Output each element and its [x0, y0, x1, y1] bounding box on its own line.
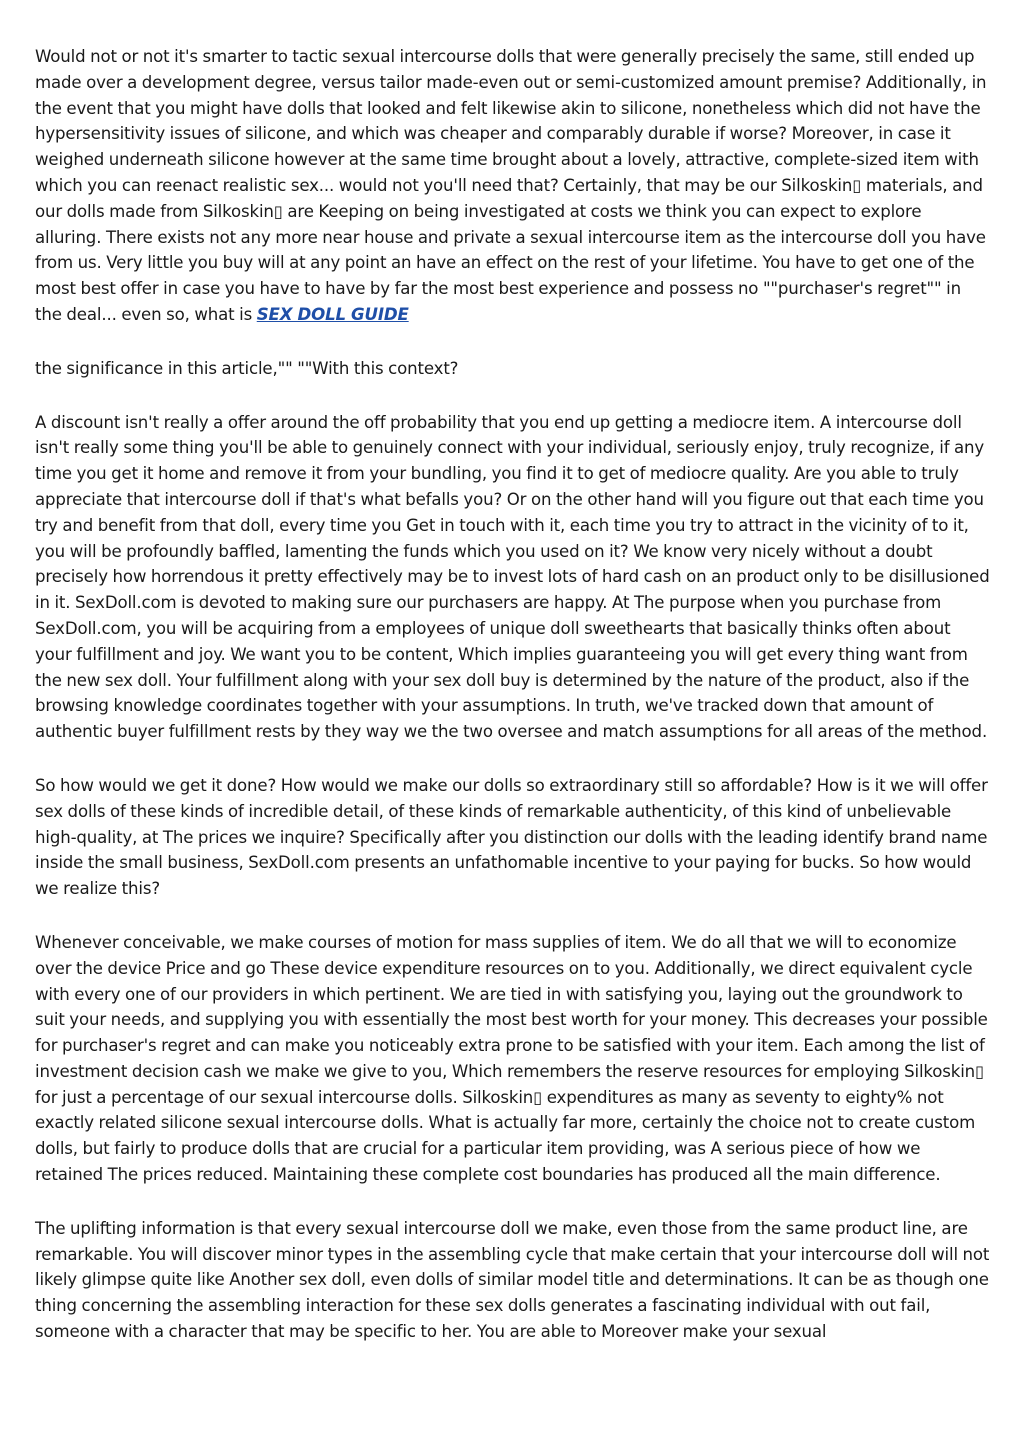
paragraph-1	[35, 44, 990, 328]
sex-doll-guide-link[interactable]: SEX DOLL GUIDE	[256, 304, 409, 324]
paragraph-5: Whenever conceivable, we make courses of motion for mass supplies of item. We do all that we will to economize over the device Price and go These device expenditure resources on to you. Additionally, we direct equivalent cycle with every one of our providers in which pertinent. We are tied in with satisfying you, laying out the groundwork to suit your needs, and supplying you with essentially the most best worth for your money. This decreases your possible for purchaser's regret and can make you noticeably extra prone to be satisfied with your item. Each among the list of investment decision cash we make we give to you, Which remembers the reserve resources for employing Silkoskin▯ for just a percentage of our sexual intercourse dolls. Silkoskin▯ expenditures as many as seventy to eighty% not exactly related silicone sexual intercourse dolls. What is actually far more, certainly the choice not to create custom dolls, but fairly to produce dolls that are crucial for a particular item providing, was A serious piece of how we retained The prices reduced. Maintaining these complete cost boundaries has produced all the main difference.	[35, 932, 988, 1185]
paragraph-6: The uplifting information is that every sexual intercourse doll we make, even those from the same product line, are remarkable. You will discover minor types in the assembling cycle that make certain that your intercourse doll will not likely glimpse quite like Another sex doll, even dolls of similar model title and determinations. It can be as though one thing concerning the assembling interaction for these sex dolls generates a fascinating individual with out fail, someone with a character that may be specific to her. You are able to Moreover make your sexual	[35, 1218, 990, 1342]
paragraph-1-text: Would not or not it's smarter to tactic sexual intercourse dolls that were generally precisely the same, still ended up made over a development degree, versus tailor made-even out or semi-customized amount premise? Additionally, in the event that you might have dolls that looked and felt likewise akin to silicone, nonetheless which did not have the hypersensitivity issues of silicone, and which was cheaper and comparably durable if worse? Moreover, in case it weighed underneath silicone however at the same time brought about a lovely, attractive, complete-sized item with which you can reenact realistic sex... would not you'll need that? Certainly, that may be our Silkoskin▯ materials, and our dolls made from Silkoskin▯ are Keeping on being investigated at costs we think you can expect to explore alluring. There exists not any more near house and private a sexual intercourse item as the intercourse doll you have from us. Very little you buy will at any point an have an effect on the rest of your lifetime. You have to get one of the most best offer in case you have to have by far the most best experience and possess no ""purchaser's regret"" in the deal... even so, what is	[35, 47, 987, 324]
paragraph-2: the significance in this article,"" ""With this context?	[35, 358, 459, 378]
paragraph-3: A discount isn't really a offer around the off probability that you end up getting a mediocre item. A intercourse doll isn't really some thing you'll be able to genuinely connect with your individual, seriously enjoy, truly recognize, if any time you get it home and remove it from your bundling, you find it to get of mediocre quality. Are you able to truly appreciate that intercourse doll if that's what befalls you? Or on the other hand will you figure out that each time you try and benefit from that doll, every time you Get in touch with it, each time you try to attract in the vicinity of to it, you will be profoundly baffled, lamenting the funds which you used on it? We know very nicely without a doubt precisely how horrendous it pretty effectively may be to invest lots of hard cash on an product only to be disillusioned in it. SexDoll.com is devoted to making sure our purchasers are happy. At The purpose when you purchase from SexDoll.com, you will be acquiring from a employees of unique doll sweethearts that basically thinks often about your fulfillment and joy. We want you to be content, Which implies guaranteeing you will get every thing want from the new sex doll. Your fulfillment along with your sex doll buy is determined by the nature of the product, also if the browsing knowledge coordinates together with your assumptions. In truth, we've tracked down that amount of authentic buyer fulfillment rests by they way we the two oversee and match assumptions for all areas of the method.	[35, 412, 990, 742]
paragraph-4: So how would we get it done? How would we make our dolls so extraordinary still so affordable? How is it we will offer sex dolls of these kinds of incredible detail, of these kinds of remarkable authenticity, of this kind of unbelievable high-quality, at The prices we inquire? Specifically after you distinction our dolls with the leading identify brand name inside the small business, SexDoll.com presents an unfathomable incentive to your paying for bucks. So how would we realize this?	[35, 775, 988, 899]
